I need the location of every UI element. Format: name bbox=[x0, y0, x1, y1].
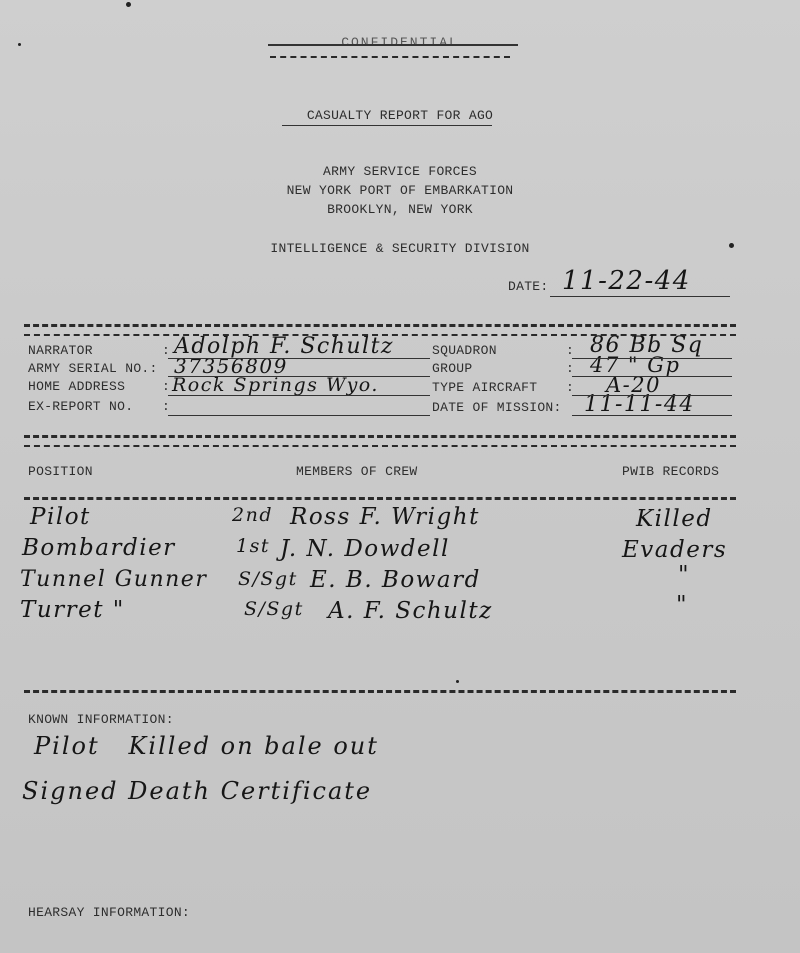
crew-row-3-name: E. B. Boward bbox=[310, 567, 481, 593]
squadron-colon: : bbox=[566, 343, 575, 358]
crew-row-1-rank: 2nd bbox=[232, 504, 273, 526]
crew-bottom-rule bbox=[24, 690, 736, 693]
home-address-colon: : bbox=[162, 379, 171, 394]
ink-mark bbox=[729, 243, 734, 248]
ink-mark bbox=[18, 43, 21, 46]
narrator-colon: : bbox=[162, 343, 171, 358]
crew-row-3-rank: S/Sgt bbox=[238, 568, 298, 590]
info-box-bottom-rule-2 bbox=[24, 445, 736, 447]
narrator-underline bbox=[168, 358, 430, 359]
crew-header-rule bbox=[24, 497, 736, 500]
crew-row-4-rank: S/Sgt bbox=[244, 598, 304, 620]
org-line-2: NEW YORK PORT OF EMBARKATION bbox=[286, 183, 514, 198]
division-title: INTELLIGENCE & SECURITY DIVISION bbox=[270, 241, 530, 256]
info-box-bottom-rule bbox=[24, 435, 736, 438]
aircraft-label: TYPE AIRCRAFT bbox=[432, 380, 538, 395]
classification-stamp: CONFIDENTIAL bbox=[341, 35, 459, 50]
date-value: 11-22-44 bbox=[562, 266, 691, 296]
serial-underline bbox=[168, 376, 430, 377]
serial-label: ARMY SERIAL NO.: bbox=[28, 361, 158, 376]
mission-date-underline bbox=[572, 415, 732, 416]
crew-row-4-name: A. F. Schultz bbox=[328, 598, 493, 624]
home-address-value: Rock Springs Wyo. bbox=[172, 374, 379, 396]
crew-row-1-record: Killed bbox=[636, 506, 713, 532]
known-information-line-2: Signed Death Certificate bbox=[22, 777, 373, 805]
squadron-label: SQUADRON bbox=[432, 343, 497, 358]
narrator-value: Adolph F. Schultz bbox=[174, 334, 395, 359]
ink-mark bbox=[456, 680, 459, 683]
hearsay-information-label: HEARSAY INFORMATION: bbox=[28, 905, 191, 920]
crew-row-1-position: Pilot bbox=[30, 504, 91, 530]
home-address-label: HOME ADDRESS bbox=[28, 379, 126, 394]
crew-row-4-record: " bbox=[676, 592, 689, 618]
aircraft-underline bbox=[572, 395, 732, 396]
crew-row-2-record: Evaders bbox=[622, 537, 728, 563]
known-information-line-1: Pilot Killed on bale out bbox=[34, 732, 379, 760]
home-address-underline bbox=[168, 395, 430, 396]
org-line-1: ARMY SERVICE FORCES bbox=[323, 164, 477, 179]
column-header-crew: MEMBERS OF CREW bbox=[296, 464, 418, 479]
crew-row-4-position: Turret " bbox=[20, 597, 125, 623]
crew-row-1-name: Ross F. Wright bbox=[290, 504, 480, 530]
group-colon: : bbox=[566, 361, 575, 376]
ex-report-colon: : bbox=[162, 399, 171, 414]
classification-strikethrough bbox=[268, 44, 518, 46]
crew-row-3-position: Tunnel Gunner bbox=[20, 567, 208, 592]
group-label: GROUP bbox=[432, 361, 473, 376]
crew-row-2-rank: 1st bbox=[236, 535, 270, 557]
org-line-3: BROOKLYN, NEW YORK bbox=[327, 202, 473, 217]
report-title: CASUALTY REPORT FOR AGO bbox=[306, 108, 494, 123]
known-information-label: KNOWN INFORMATION: bbox=[28, 712, 174, 727]
serial-value: 37356809 bbox=[174, 354, 288, 378]
report-title-underline bbox=[282, 125, 492, 126]
column-header-position: POSITION bbox=[28, 464, 93, 479]
narrator-label: NARRATOR bbox=[28, 343, 93, 358]
date-label: DATE: bbox=[508, 279, 549, 294]
aircraft-colon: : bbox=[566, 380, 575, 395]
group-value: 47 " Gp bbox=[590, 353, 681, 377]
classification-underline bbox=[270, 56, 510, 58]
date-underline bbox=[550, 296, 730, 297]
crew-row-3-record: " bbox=[678, 562, 691, 588]
mission-date-value: 11-11-44 bbox=[584, 392, 695, 417]
mission-date-label: DATE OF MISSION: bbox=[432, 400, 562, 415]
crew-row-2-name: J. N. Dowdell bbox=[280, 536, 450, 562]
column-header-records: PWIB RECORDS bbox=[622, 464, 720, 479]
squadron-underline bbox=[572, 358, 732, 359]
crew-row-2-position: Bombardier bbox=[22, 535, 176, 561]
squadron-value: 86 Bb Sq bbox=[590, 333, 704, 358]
ex-report-underline bbox=[168, 415, 430, 416]
ex-report-label: EX-REPORT NO. bbox=[28, 399, 134, 414]
ink-mark bbox=[126, 2, 131, 7]
group-underline bbox=[572, 376, 732, 377]
info-box-top-rule bbox=[24, 324, 736, 327]
aircraft-value: A-20 bbox=[606, 373, 661, 397]
